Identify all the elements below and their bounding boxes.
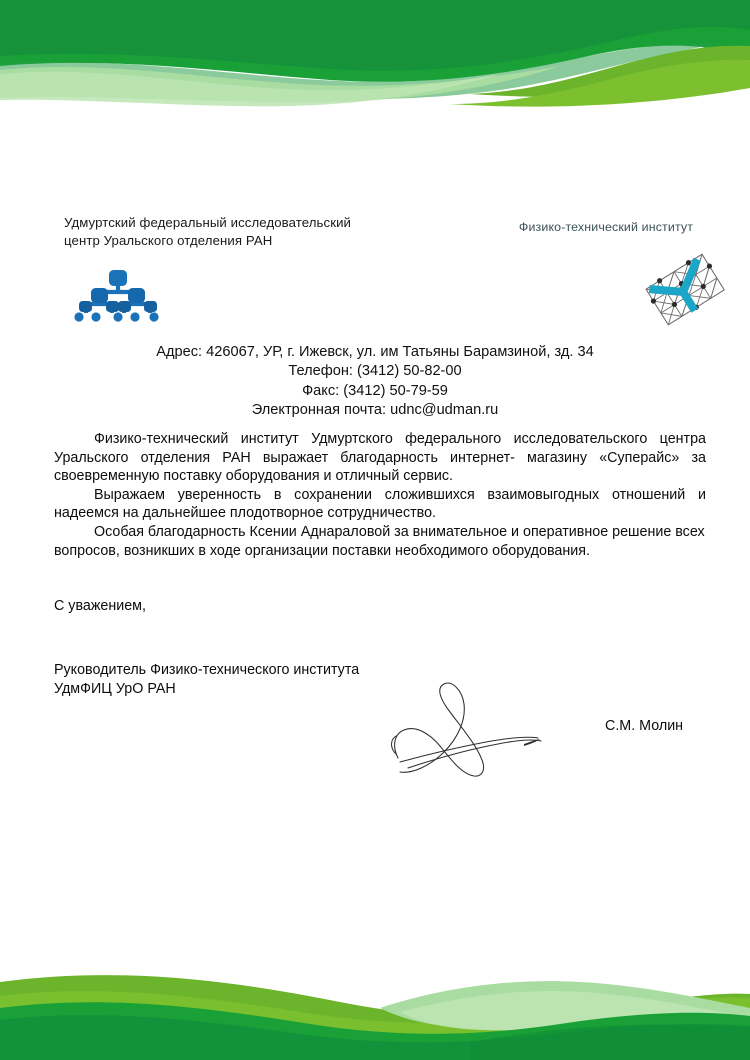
contact-block xyxy=(0,343,750,421)
signer-role-line2: УдмФИЦ УрО РАН xyxy=(54,680,176,697)
phone-line: Телефон: (3412) 50-82-00 xyxy=(288,363,462,380)
signer-role-line1: Руководитель Физико-технического института xyxy=(54,662,360,678)
fti-lattice-logo xyxy=(638,250,734,328)
body-paragraph-1: Физико-технический институт Удмуртского федерального исследовательского центра Уральского отделения РАН выражает благодарность интернет- магазину «Суперайс» за своевременную поставку оборудования и отличный сервис. xyxy=(54,431,706,485)
closing-salutation: С уважением, xyxy=(54,598,146,614)
udmfic-tree-logo xyxy=(66,268,170,326)
header-wave-graphic xyxy=(0,0,750,130)
institute-title: Физико-технический институт xyxy=(518,220,694,234)
body-paragraph-3: Особая благодарность Ксении Аднараловой за внимательное и оперативное решение всех вопросов, возникших в ходе организации поставки необходимого оборудования. xyxy=(54,523,705,559)
address-line: Адрес: 426067, УР, г. Ижевск, ул. им Татьяны Барамзиной, зд. 34 xyxy=(156,344,594,360)
letterhead xyxy=(0,214,750,334)
signer-name: С.М. Молин xyxy=(605,718,684,734)
email-line: Электронная почта: udnc@udman.ru xyxy=(251,402,499,419)
handwritten-signature xyxy=(378,676,558,784)
letter-body xyxy=(54,430,706,560)
signer-role xyxy=(54,661,359,698)
fax-line: Факс: (3412) 50-79-59 xyxy=(302,382,448,399)
footer-wave-graphic xyxy=(0,950,750,1060)
organization-title-line1: Удмуртский федеральный исследовательский xyxy=(64,215,352,230)
organization-title-line2: центр Уральского отделения РАН xyxy=(64,232,273,248)
organization-title xyxy=(64,214,464,249)
body-paragraph-2: Выражаем уверенность в сохранении сложившихся взаимовыгодных отношений и надеемся на дальнейшее плодотворное сотрудничество. xyxy=(54,486,706,522)
